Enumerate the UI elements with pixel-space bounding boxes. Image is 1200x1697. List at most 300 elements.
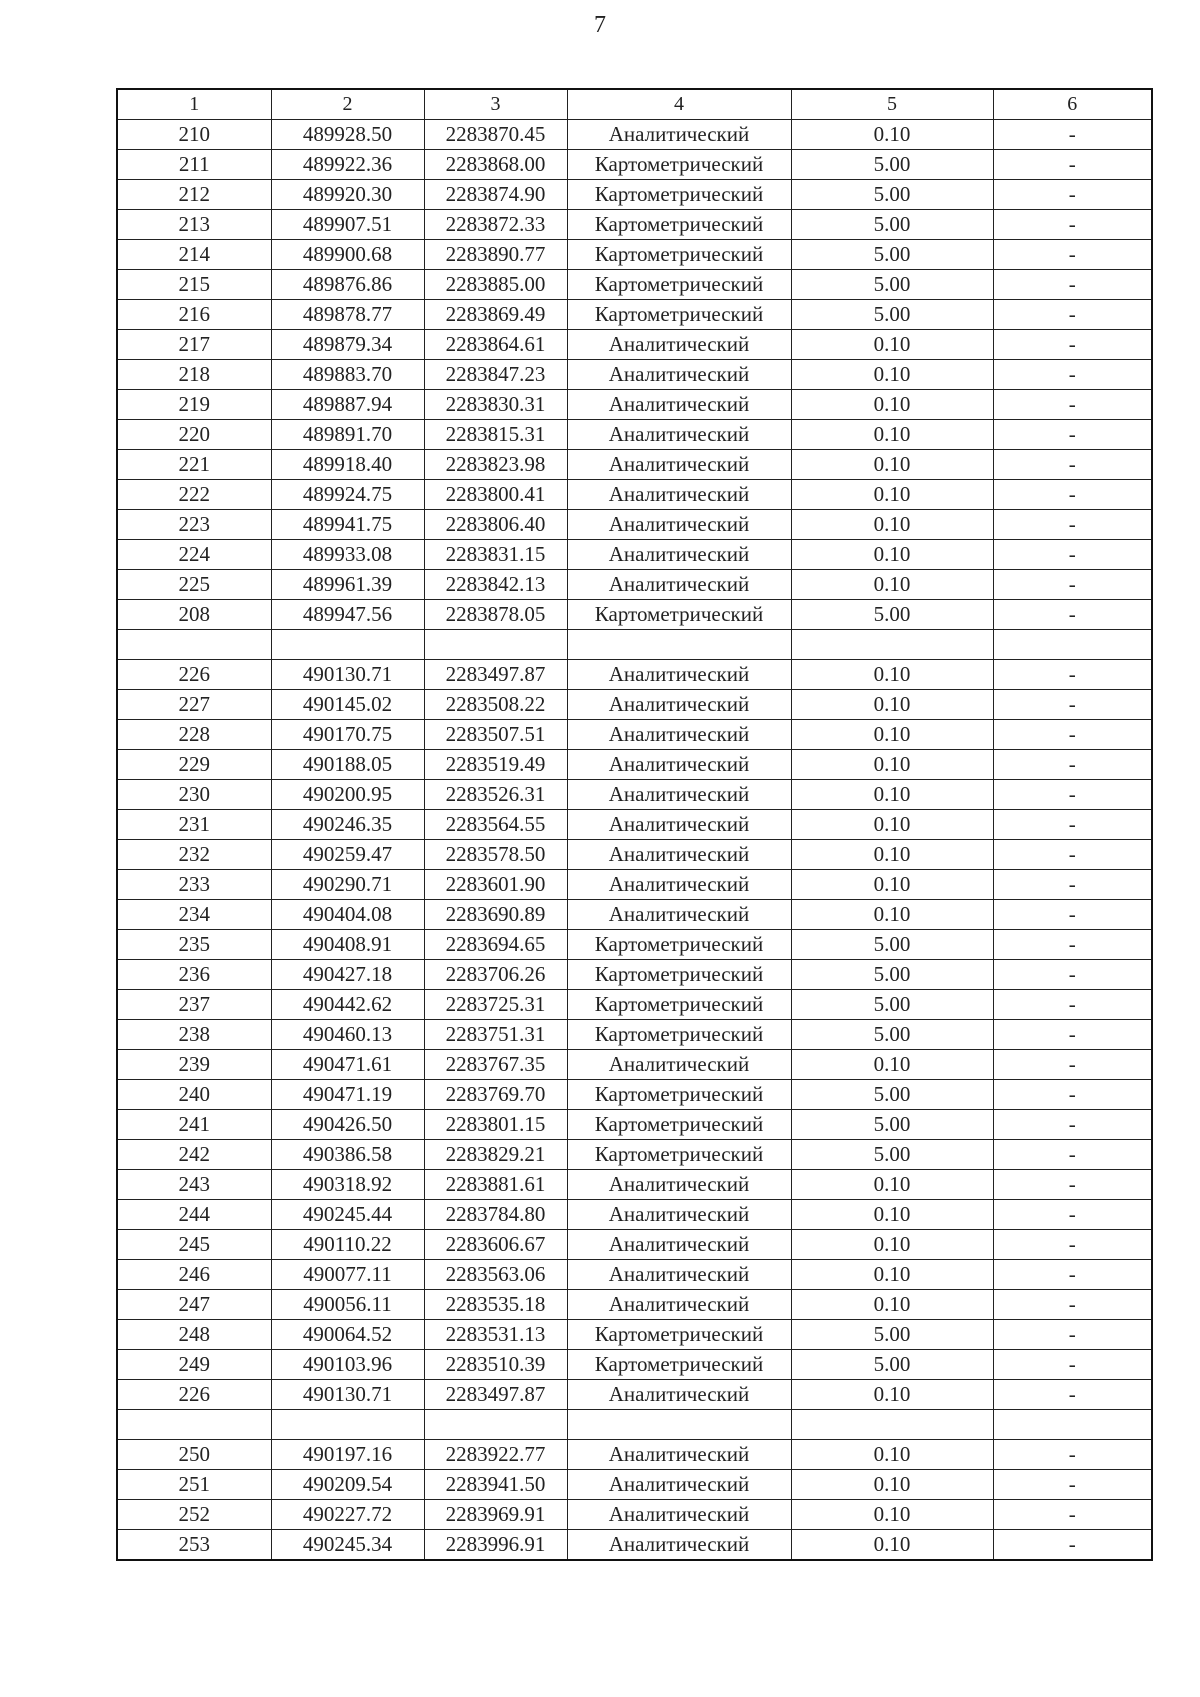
x-coordinate-cell: 490130.71	[271, 1380, 424, 1410]
table-row	[117, 210, 1152, 240]
accuracy-cell: 5.00	[791, 1080, 993, 1110]
table-row	[117, 180, 1152, 210]
y-coordinate-cell: 2283941.50	[424, 1470, 567, 1500]
y-coordinate-cell: 2283519.49	[424, 750, 567, 780]
table-row	[117, 360, 1152, 390]
accuracy-cell: 5.00	[791, 960, 993, 990]
note-cell: -	[993, 660, 1152, 690]
y-coordinate-cell: 2283815.31	[424, 420, 567, 450]
note-cell	[993, 630, 1152, 660]
y-coordinate-cell: 2283531.13	[424, 1320, 567, 1350]
table-row	[117, 1260, 1152, 1290]
table-row	[117, 1200, 1152, 1230]
x-coordinate-cell: 489961.39	[271, 570, 424, 600]
y-coordinate-cell: 2283606.67	[424, 1230, 567, 1260]
point-number-cell	[117, 1410, 271, 1440]
accuracy-cell: 0.10	[791, 1200, 993, 1230]
note-cell: -	[993, 270, 1152, 300]
point-number-cell: 232	[117, 840, 271, 870]
method-cell: Аналитический	[567, 1290, 791, 1320]
point-number-cell: 249	[117, 1350, 271, 1380]
point-number-cell: 213	[117, 210, 271, 240]
point-number-cell: 216	[117, 300, 271, 330]
y-coordinate-cell: 2283564.55	[424, 810, 567, 840]
table-row	[117, 780, 1152, 810]
table-row	[117, 600, 1152, 630]
x-coordinate-cell: 490259.47	[271, 840, 424, 870]
accuracy-cell: 0.10	[791, 540, 993, 570]
method-cell: Картометрический	[567, 1020, 791, 1050]
accuracy-cell: 0.10	[791, 480, 993, 510]
y-coordinate-cell: 2283872.33	[424, 210, 567, 240]
method-cell: Аналитический	[567, 780, 791, 810]
point-number-cell: 226	[117, 1380, 271, 1410]
x-coordinate-cell: 490110.22	[271, 1230, 424, 1260]
point-number-cell: 230	[117, 780, 271, 810]
column-header: 2	[271, 89, 424, 120]
y-coordinate-cell: 2283767.35	[424, 1050, 567, 1080]
point-number-cell: 228	[117, 720, 271, 750]
y-coordinate-cell: 2283829.21	[424, 1140, 567, 1170]
note-cell: -	[993, 720, 1152, 750]
x-coordinate-cell: 490290.71	[271, 870, 424, 900]
accuracy-cell	[791, 1410, 993, 1440]
table-row	[117, 1320, 1152, 1350]
y-coordinate-cell: 2283890.77	[424, 240, 567, 270]
method-cell: Аналитический	[567, 1260, 791, 1290]
y-coordinate-cell: 2283885.00	[424, 270, 567, 300]
x-coordinate-cell: 490170.75	[271, 720, 424, 750]
table-row	[117, 990, 1152, 1020]
table-row	[117, 330, 1152, 360]
x-coordinate-cell: 489918.40	[271, 450, 424, 480]
y-coordinate-cell: 2283694.65	[424, 930, 567, 960]
accuracy-cell: 0.10	[791, 1170, 993, 1200]
point-number-cell: 233	[117, 870, 271, 900]
accuracy-cell: 5.00	[791, 240, 993, 270]
point-number-cell: 239	[117, 1050, 271, 1080]
y-coordinate-cell: 2283874.90	[424, 180, 567, 210]
method-cell: Картометрический	[567, 930, 791, 960]
point-number-cell: 251	[117, 1470, 271, 1500]
accuracy-cell: 0.10	[791, 1380, 993, 1410]
note-cell: -	[993, 900, 1152, 930]
point-number-cell: 247	[117, 1290, 271, 1320]
point-number-cell: 243	[117, 1170, 271, 1200]
note-cell: -	[993, 1230, 1152, 1260]
note-cell: -	[993, 450, 1152, 480]
point-number-cell: 241	[117, 1110, 271, 1140]
note-cell: -	[993, 1440, 1152, 1470]
point-number-cell: 226	[117, 660, 271, 690]
accuracy-cell: 5.00	[791, 300, 993, 330]
y-coordinate-cell: 2283751.31	[424, 1020, 567, 1050]
y-coordinate-cell: 2283690.89	[424, 900, 567, 930]
method-cell: Аналитический	[567, 510, 791, 540]
y-coordinate-cell: 2283881.61	[424, 1170, 567, 1200]
method-cell: Аналитический	[567, 870, 791, 900]
note-cell: -	[993, 690, 1152, 720]
point-number-cell: 222	[117, 480, 271, 510]
column-header: 1	[117, 89, 271, 120]
method-cell: Аналитический	[567, 120, 791, 150]
x-coordinate-cell: 489922.36	[271, 150, 424, 180]
x-coordinate-cell: 490427.18	[271, 960, 424, 990]
x-coordinate-cell: 490318.92	[271, 1170, 424, 1200]
x-coordinate-cell: 489941.75	[271, 510, 424, 540]
point-number-cell: 236	[117, 960, 271, 990]
y-coordinate-cell: 2283868.00	[424, 150, 567, 180]
y-coordinate-cell: 2283507.51	[424, 720, 567, 750]
table-header	[117, 89, 1152, 120]
y-coordinate-cell: 2283847.23	[424, 360, 567, 390]
x-coordinate-cell: 489900.68	[271, 240, 424, 270]
accuracy-cell: 0.10	[791, 450, 993, 480]
point-number-cell: 245	[117, 1230, 271, 1260]
column-header: 3	[424, 89, 567, 120]
x-coordinate-cell: 490056.11	[271, 1290, 424, 1320]
x-coordinate-cell: 490103.96	[271, 1350, 424, 1380]
point-number-cell: 210	[117, 120, 271, 150]
table-row	[117, 1230, 1152, 1260]
table-row	[117, 510, 1152, 540]
accuracy-cell: 0.10	[791, 1230, 993, 1260]
note-cell: -	[993, 810, 1152, 840]
point-number-cell: 248	[117, 1320, 271, 1350]
y-coordinate-cell: 2283725.31	[424, 990, 567, 1020]
table-row	[117, 1080, 1152, 1110]
y-coordinate-cell: 2283800.41	[424, 480, 567, 510]
accuracy-cell: 0.10	[791, 1260, 993, 1290]
note-cell: -	[993, 510, 1152, 540]
method-cell: Картометрический	[567, 990, 791, 1020]
method-cell: Аналитический	[567, 1050, 791, 1080]
method-cell: Аналитический	[567, 570, 791, 600]
note-cell: -	[993, 1200, 1152, 1230]
y-coordinate-cell: 2283706.26	[424, 960, 567, 990]
note-cell: -	[993, 1260, 1152, 1290]
accuracy-cell: 0.10	[791, 900, 993, 930]
note-cell: -	[993, 990, 1152, 1020]
point-number-cell: 238	[117, 1020, 271, 1050]
method-cell	[567, 630, 791, 660]
x-coordinate-cell: 489887.94	[271, 390, 424, 420]
point-number-cell: 218	[117, 360, 271, 390]
column-header: 4	[567, 89, 791, 120]
accuracy-cell: 5.00	[791, 1320, 993, 1350]
point-number-cell: 242	[117, 1140, 271, 1170]
table-row	[117, 660, 1152, 690]
note-cell: -	[993, 1350, 1152, 1380]
accuracy-cell: 0.10	[791, 810, 993, 840]
y-coordinate-cell: 2283497.87	[424, 1380, 567, 1410]
x-coordinate-cell: 490408.91	[271, 930, 424, 960]
table-row	[117, 1170, 1152, 1200]
y-coordinate-cell: 2283842.13	[424, 570, 567, 600]
y-coordinate-cell: 2283535.18	[424, 1290, 567, 1320]
note-cell: -	[993, 1470, 1152, 1500]
note-cell: -	[993, 390, 1152, 420]
x-coordinate-cell: 489920.30	[271, 180, 424, 210]
accuracy-cell: 0.10	[791, 510, 993, 540]
accuracy-cell: 0.10	[791, 840, 993, 870]
table-row	[117, 1530, 1152, 1561]
method-cell: Картометрический	[567, 270, 791, 300]
point-number-cell: 223	[117, 510, 271, 540]
point-number-cell: 246	[117, 1260, 271, 1290]
note-cell: -	[993, 570, 1152, 600]
table-row	[117, 840, 1152, 870]
method-cell: Аналитический	[567, 1530, 791, 1561]
accuracy-cell: 0.10	[791, 420, 993, 450]
method-cell: Аналитический	[567, 1380, 791, 1410]
point-number-cell: 225	[117, 570, 271, 600]
note-cell: -	[993, 240, 1152, 270]
table-row	[117, 450, 1152, 480]
y-coordinate-cell: 2283830.31	[424, 390, 567, 420]
x-coordinate-cell: 489924.75	[271, 480, 424, 510]
x-coordinate-cell: 490246.35	[271, 810, 424, 840]
x-coordinate-cell: 489907.51	[271, 210, 424, 240]
x-coordinate-cell: 490197.16	[271, 1440, 424, 1470]
table-row	[117, 1290, 1152, 1320]
note-cell: -	[993, 1530, 1152, 1561]
method-cell: Картометрический	[567, 960, 791, 990]
method-cell: Аналитический	[567, 690, 791, 720]
x-coordinate-cell: 490145.02	[271, 690, 424, 720]
table-row	[117, 720, 1152, 750]
note-cell: -	[993, 1050, 1152, 1080]
y-coordinate-cell: 2283601.90	[424, 870, 567, 900]
table-row	[117, 870, 1152, 900]
note-cell: -	[993, 420, 1152, 450]
accuracy-cell: 5.00	[791, 1140, 993, 1170]
y-coordinate-cell: 2283869.49	[424, 300, 567, 330]
method-cell: Аналитический	[567, 480, 791, 510]
method-cell: Аналитический	[567, 450, 791, 480]
accuracy-cell: 0.10	[791, 390, 993, 420]
method-cell: Аналитический	[567, 1170, 791, 1200]
method-cell: Картометрический	[567, 600, 791, 630]
note-cell: -	[993, 210, 1152, 240]
accuracy-cell: 5.00	[791, 1350, 993, 1380]
x-coordinate-cell: 489878.77	[271, 300, 424, 330]
y-coordinate-cell: 2283806.40	[424, 510, 567, 540]
accuracy-cell: 0.10	[791, 1470, 993, 1500]
point-number-cell: 219	[117, 390, 271, 420]
x-coordinate-cell: 490245.44	[271, 1200, 424, 1230]
x-coordinate-cell: 490386.58	[271, 1140, 424, 1170]
y-coordinate-cell: 2283497.87	[424, 660, 567, 690]
note-cell: -	[993, 1380, 1152, 1410]
x-coordinate-cell: 490404.08	[271, 900, 424, 930]
y-coordinate-cell: 2283870.45	[424, 120, 567, 150]
accuracy-cell: 0.10	[791, 690, 993, 720]
table-row	[117, 1380, 1152, 1410]
x-coordinate-cell: 489928.50	[271, 120, 424, 150]
table-row	[117, 900, 1152, 930]
x-coordinate-cell: 490460.13	[271, 1020, 424, 1050]
accuracy-cell: 0.10	[791, 750, 993, 780]
note-cell: -	[993, 930, 1152, 960]
point-number-cell: 231	[117, 810, 271, 840]
accuracy-cell: 5.00	[791, 270, 993, 300]
method-cell: Аналитический	[567, 330, 791, 360]
method-cell: Аналитический	[567, 660, 791, 690]
x-coordinate-cell: 489891.70	[271, 420, 424, 450]
x-coordinate-cell: 489933.08	[271, 540, 424, 570]
x-coordinate-cell	[271, 630, 424, 660]
note-cell: -	[993, 1140, 1152, 1170]
point-number-cell: 217	[117, 330, 271, 360]
method-cell: Аналитический	[567, 1200, 791, 1230]
table-row	[117, 1110, 1152, 1140]
method-cell: Аналитический	[567, 900, 791, 930]
method-cell: Картометрический	[567, 1140, 791, 1170]
method-cell: Аналитический	[567, 540, 791, 570]
note-cell: -	[993, 870, 1152, 900]
point-number-cell: 253	[117, 1530, 271, 1561]
note-cell: -	[993, 360, 1152, 390]
accuracy-cell: 0.10	[791, 1290, 993, 1320]
table-row	[117, 270, 1152, 300]
point-number-cell: 221	[117, 450, 271, 480]
table-row	[117, 1470, 1152, 1500]
accuracy-cell: 0.10	[791, 1050, 993, 1080]
table-row	[117, 1440, 1152, 1470]
note-cell: -	[993, 540, 1152, 570]
note-cell: -	[993, 1170, 1152, 1200]
x-coordinate-cell: 490200.95	[271, 780, 424, 810]
x-coordinate-cell: 490188.05	[271, 750, 424, 780]
note-cell: -	[993, 1080, 1152, 1110]
accuracy-cell: 0.10	[791, 870, 993, 900]
point-number-cell: 227	[117, 690, 271, 720]
x-coordinate-cell: 489876.86	[271, 270, 424, 300]
x-coordinate-cell: 490209.54	[271, 1470, 424, 1500]
accuracy-cell: 0.10	[791, 1530, 993, 1561]
point-number-cell: 235	[117, 930, 271, 960]
table-row	[117, 1350, 1152, 1380]
point-number-cell: 220	[117, 420, 271, 450]
note-cell: -	[993, 1110, 1152, 1140]
note-cell: -	[993, 1320, 1152, 1350]
accuracy-cell: 5.00	[791, 150, 993, 180]
column-header: 5	[791, 89, 993, 120]
accuracy-cell: 5.00	[791, 990, 993, 1020]
table-row	[117, 570, 1152, 600]
method-cell: Картометрический	[567, 1320, 791, 1350]
point-number-cell: 237	[117, 990, 271, 1020]
y-coordinate-cell: 2283769.70	[424, 1080, 567, 1110]
accuracy-cell: 5.00	[791, 930, 993, 960]
y-coordinate-cell: 2283510.39	[424, 1350, 567, 1380]
method-cell: Картометрический	[567, 1080, 791, 1110]
accuracy-cell: 0.10	[791, 330, 993, 360]
x-coordinate-cell: 490227.72	[271, 1500, 424, 1530]
x-coordinate-cell: 490077.11	[271, 1260, 424, 1290]
method-cell: Картометрический	[567, 210, 791, 240]
method-cell: Картометрический	[567, 150, 791, 180]
note-cell: -	[993, 150, 1152, 180]
method-cell: Аналитический	[567, 360, 791, 390]
y-coordinate-cell: 2283526.31	[424, 780, 567, 810]
point-number-cell: 252	[117, 1500, 271, 1530]
accuracy-cell: 0.10	[791, 660, 993, 690]
x-coordinate-cell: 489947.56	[271, 600, 424, 630]
y-coordinate-cell: 2283784.80	[424, 1200, 567, 1230]
table-row	[117, 480, 1152, 510]
accuracy-cell	[791, 630, 993, 660]
accuracy-cell: 5.00	[791, 180, 993, 210]
note-cell: -	[993, 480, 1152, 510]
y-coordinate-cell	[424, 630, 567, 660]
header-row	[117, 89, 1152, 120]
y-coordinate-cell: 2283864.61	[424, 330, 567, 360]
y-coordinate-cell	[424, 1410, 567, 1440]
table-row	[117, 1140, 1152, 1170]
column-header: 6	[993, 89, 1152, 120]
method-cell: Картометрический	[567, 1110, 791, 1140]
point-number-cell: 240	[117, 1080, 271, 1110]
table-row	[117, 240, 1152, 270]
table-row	[117, 930, 1152, 960]
method-cell: Аналитический	[567, 1500, 791, 1530]
table-row	[117, 690, 1152, 720]
accuracy-cell: 0.10	[791, 780, 993, 810]
x-coordinate-cell: 490245.34	[271, 1530, 424, 1561]
note-cell: -	[993, 1020, 1152, 1050]
x-coordinate-cell: 490064.52	[271, 1320, 424, 1350]
separator-row	[117, 630, 1152, 660]
y-coordinate-cell: 2283578.50	[424, 840, 567, 870]
table-row	[117, 390, 1152, 420]
method-cell	[567, 1410, 791, 1440]
x-coordinate-cell: 490442.62	[271, 990, 424, 1020]
method-cell: Аналитический	[567, 840, 791, 870]
method-cell: Аналитический	[567, 1440, 791, 1470]
y-coordinate-cell: 2283996.91	[424, 1530, 567, 1561]
point-number-cell: 214	[117, 240, 271, 270]
table-row	[117, 120, 1152, 150]
y-coordinate-cell: 2283878.05	[424, 600, 567, 630]
x-coordinate-cell: 489883.70	[271, 360, 424, 390]
note-cell: -	[993, 600, 1152, 630]
note-cell: -	[993, 1290, 1152, 1320]
x-coordinate-cell: 489879.34	[271, 330, 424, 360]
x-coordinate-cell	[271, 1410, 424, 1440]
method-cell: Картометрический	[567, 240, 791, 270]
accuracy-cell: 5.00	[791, 1110, 993, 1140]
note-cell: -	[993, 750, 1152, 780]
note-cell: -	[993, 840, 1152, 870]
method-cell: Картометрический	[567, 1350, 791, 1380]
note-cell: -	[993, 780, 1152, 810]
table-row	[117, 1020, 1152, 1050]
method-cell: Картометрический	[567, 180, 791, 210]
note-cell	[993, 1410, 1152, 1440]
y-coordinate-cell: 2283823.98	[424, 450, 567, 480]
accuracy-cell: 0.10	[791, 720, 993, 750]
accuracy-cell: 0.10	[791, 1500, 993, 1530]
note-cell: -	[993, 120, 1152, 150]
table-row	[117, 1050, 1152, 1080]
y-coordinate-cell: 2283922.77	[424, 1440, 567, 1470]
method-cell: Аналитический	[567, 810, 791, 840]
method-cell: Аналитический	[567, 720, 791, 750]
table-row	[117, 750, 1152, 780]
method-cell: Картометрический	[567, 300, 791, 330]
